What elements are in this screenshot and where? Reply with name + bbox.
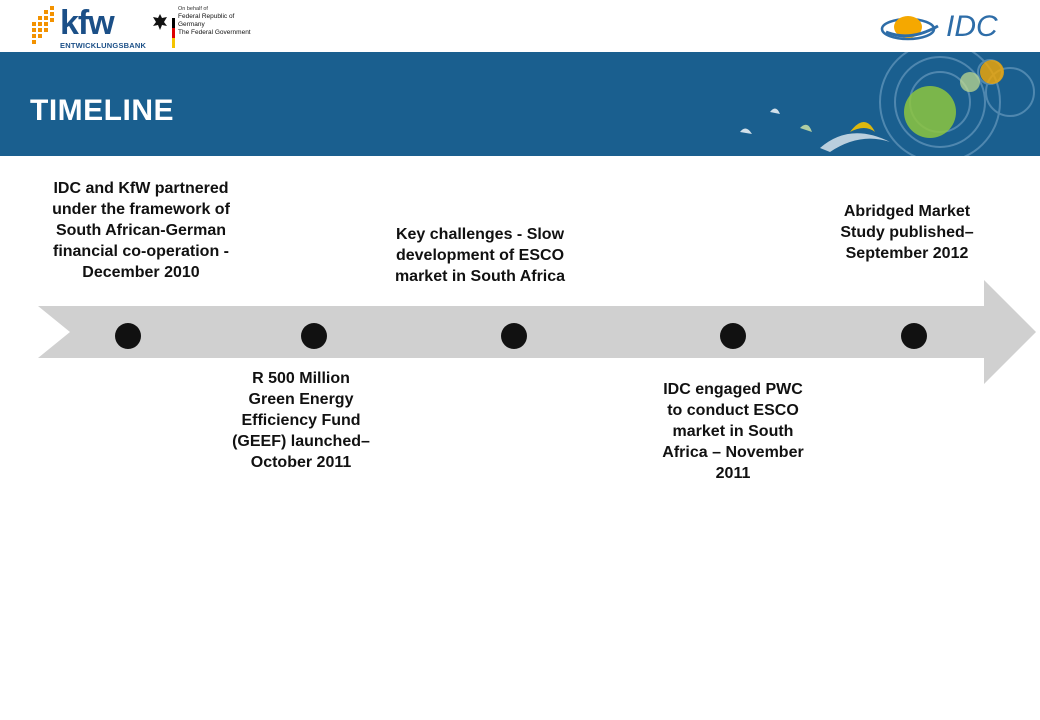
decorative-leaves-icon (700, 52, 1040, 156)
kfw-wordmark: kfw (60, 4, 114, 42)
timeline-event-sep-2012: Abridged Market Study published– September 2012 (840, 203, 974, 262)
title-band (0, 52, 1040, 156)
idc-swoosh-icon (880, 12, 944, 46)
fed-line-3: The Federal Government (178, 29, 251, 36)
timeline-arrow-shape (38, 280, 1036, 384)
logo-strip (0, 0, 1040, 52)
kfw-logo (28, 4, 148, 50)
page-title: TIMELINE (30, 94, 174, 127)
timeline-arrow (0, 270, 1040, 400)
timeline-event-key-challenges: Key challenges - Slow development of ESCO market in South Africa (394, 226, 566, 285)
timeline-dot (720, 323, 746, 349)
eagle-icon (150, 12, 170, 32)
timeline-event-nov-2011: IDC engaged PWC to conduct ESCO market in South Africa – November 2011 (662, 381, 804, 482)
fed-line-1: On behalf of (178, 6, 208, 12)
idc-logo (880, 8, 1010, 48)
federal-text (178, 5, 260, 37)
timeline-dot (901, 323, 927, 349)
flag-bar (172, 18, 175, 48)
fed-line-2: Federal Republic of Germany (178, 13, 235, 28)
timeline-dot (115, 323, 141, 349)
timeline-event-oct-2011: R 500 Million Green Energy Efficiency Fund (GEEF) launched– October 2011 (232, 370, 370, 471)
idc-wordmark: IDC (946, 10, 998, 43)
kfw-dots-icon (28, 4, 58, 50)
timeline-dot (301, 323, 327, 349)
timeline-event-dec-2010: IDC and KfW partnered under the framework of South African-German financial co-operation - December 2010 (52, 180, 230, 281)
kfw-subtitle: ENTWICKLUNGSBANK (60, 41, 147, 50)
timeline-dot (501, 323, 527, 349)
federal-government-logo (150, 4, 260, 48)
